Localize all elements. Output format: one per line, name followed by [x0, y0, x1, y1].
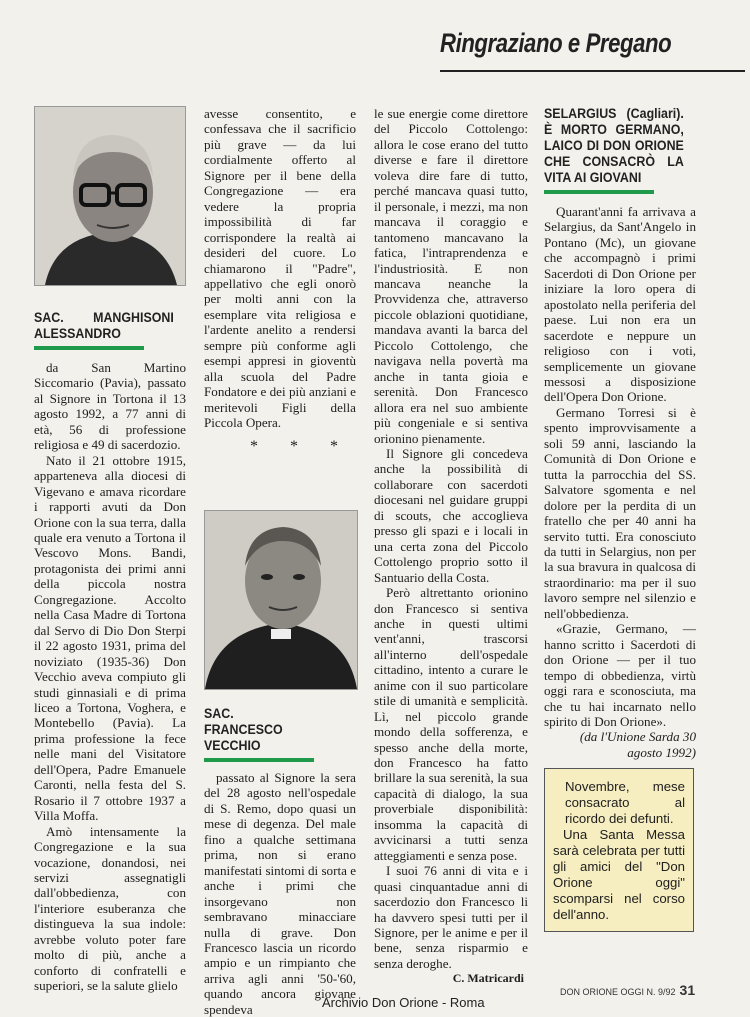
heading-selargius: SELARGIUS (Cagliari). È MORTO GERMANO, LAICO DI DON ORIONE CHE CONSACRÒ LA VITA AI GIOVANI	[544, 106, 684, 185]
paragraph: da San Martino Siccomario (Pavia), passato al Signore in Tortona il 13 agosto 1992, a 77 anni di età, 56 di professione religiosa e 49 di sacerdozio.	[34, 360, 186, 453]
heading-rule	[34, 346, 144, 350]
archive-label: Archivio Don Orione - Roma	[322, 995, 485, 1010]
paragraph: Nato il 21 ottobre 1915, apparteneva alla diocesi di Vigevano e amava ricordare i rapporti avuti da Don Orione con la sua terra, dalla quale era venuto a Tortona il Vescovo Mons. Bandi, protagonista dei primi anni della piccola nostra Congregazione. Accolto nella Casa Madre di Tortona dal Servo di Dio Don Sterpi il 22 agosto 1931, prima del noviziato (1935-36) Don Vecchio aveva compiuto gli studi ginnasiali e di prima liceo a Tortona, Voghera, e Montebello (Pavia). La prima professione la fece nelle mani del Visitatore dell'Opera, Padre Emanuele Caronti, nella festa del S. Rosario il 7 ottobre 1937 a Villa Moffa.	[34, 452, 186, 824]
portrait-vecchio-image	[205, 511, 357, 689]
column-2-lower	[204, 706, 356, 1017]
header-rule	[440, 70, 745, 72]
column-3	[374, 106, 528, 987]
paragraph: Il Signore gli concedeva anche la possibilità di collaborare con sacerdoti diocesani nel guidare gruppi di scouts, che accoglieva presso gli spazi e i locali in una certa zona del Piccolo Cottolengo proprio sotto il Santuario della Costa.	[374, 445, 528, 585]
column-2-upper	[204, 106, 356, 431]
section-separator: * * *	[250, 438, 352, 455]
paragraph: le sue energie come direttore del Piccolo Cottolengo: allora le cose erano del tutto diverse e fare il direttore voleva dire fare di tutto, perché mancava quasi tutto, il personale, i mezzi, ma non mancava il coraggio e tantomeno mancavano la fatica, l'intraprendenza e l'industriosità. E non mancava neanche la Provvidenza che, attraverso piccole oblazioni quotidiane, mandava avanti la barca del Piccolo Cottolengo, che navigava nella povertà ma anche in tanta gioia e serenità. Don Francesco allora era nel suo ambiente più congeniale e si sentiva orionino pienamente.	[374, 106, 528, 446]
paragraph: I suoi 76 anni di vita e i quasi cinquantadue anni di sacerdozio don Francesco li ha davvero spesi tutti per il Signore, per le anime e per il bene, senza risparmio e senza deroghe.	[374, 863, 528, 971]
paragraph: avesse consentito, e confessava che il sacrificio più grave — da lui cordialmente offerto al Signore per il bene della Congregazione — era vedere la propria impossibilità di far corrispondere la realtà ai desideri del cuore. Lo chiamarono il "Padre", appellativo che egli onorò per molti anni con la esemplare vita religiosa e l'ardente anelito a rendersi sempre più conforme agli esempi appresi in gioventù alla scuola del Padre Fondatore e dei più anziani e meritevoli Figli della Piccola Opera.	[204, 106, 356, 431]
notice-text: Una Santa Messa sarà celebrata per tutti gli amici del "Don Orione oggi" scomparsi nel corso dell'anno.	[553, 827, 685, 922]
portrait-manghisoni-image	[35, 107, 185, 285]
portrait-photo-vecchio	[204, 510, 358, 690]
page-footer	[560, 982, 695, 998]
paragraph: Però altrettanto orionino don Francesco si sentiva anche in questi ultimi vent'anni, trascorsi all'interno dell'ospedale cittadino, intento a curare le anime con il suo particolare stile di umanità e semplicità. Lì, nel piccolo grande mondo della sofferenza, e spesso anche della morte, don Francesco ha fatto brillare la sua serenità, la sua capacità di dialogo, la sua proverbiale disponibilità: insomma la capacità di avvicinarsi a tutti senza atteggiamenti e senza pose.	[374, 585, 528, 863]
paragraph: passato al Signore la sera del 28 agosto nell'ospedale di S. Remo, dopo quasi un mese di degenza. Del male fino a qualche settimana prima, non si erano manifestati sintomi di sorta e anche i primi che insorgevano non sembravano minacciare nulla di grave. Don Francesco lascia un ricordo ampio e un rimpianto che arriva agli anni '50-'60, quando ancora giovane spendeva	[204, 770, 357, 1017]
heading-rule	[204, 758, 314, 762]
column-1	[34, 310, 186, 994]
author-signature: C. Matricardi	[452, 971, 524, 986]
heading-rule	[544, 190, 654, 194]
mass-notice-box	[544, 768, 694, 932]
portrait-photo-manghisoni	[34, 106, 186, 286]
heading-manghisoni: SAC. MANGHISONI ALESSANDRO	[34, 310, 174, 341]
section-title: Ringraziano e Pregano	[440, 28, 672, 58]
paragraph: Germano Torresi si è spento improvvisamente a soli 59 anni, lasciando la Comunità di Don Orione e tutta la parrocchia del SS. Salvatore sgomenta e nel dolore per la perdita di un fratello che per 40 anni ha servito tutti. Era conosciuto da tutti in Selargius, non per la sua bravura in qualcosa di straordinario: ma per il suo lavoro sempre nel silenzio e nell'obbedienza.	[544, 404, 696, 621]
paragraph: Quarant'anni fa arrivava a Selargius, da Sant'Angelo in Pontano (Mc), un giovane che accompagnò i primi Sacerdoti di Don Orione per iniziare la loro opera di apostolato nella periferia del paese. Lui non era un sacerdote e neppure un religioso con i voti, semplicemente un giovane messosi a disposizione dell'Opera Don Orione.	[544, 204, 696, 405]
page-number: 31	[679, 982, 696, 998]
source-citation: (da l'Unione Sarda 30 agosto 1992)	[579, 729, 696, 760]
paragraph: Amò intensamente la Congregazione e la sua vocazione, donandosi, nei servizi assegnatigli dall'obbedienza, con l'interiore esuberanza che distingueva la sua indole: avrebbe voluto poter fare molto di più, anche a conforto di confratelli e superiori, se la salute glielo	[34, 823, 186, 994]
heading-vecchio: SAC. FRANCESCO VECCHIO	[204, 706, 283, 753]
paragraph: «Grazie, Germano, — hanno scritto i Sacerdoti di don Orione — per il tuo tempo di obbedienza, virtù oggi rara e sconosciuta, ma che tu hai incarnato nello spirito di Don Orione».	[544, 621, 696, 729]
column-4	[544, 106, 696, 760]
notice-text: Novembre, mese consacrato al ricordo dei defunti.	[565, 779, 685, 826]
magazine-issue: DON ORIONE OGGI N. 9/92	[560, 987, 676, 997]
